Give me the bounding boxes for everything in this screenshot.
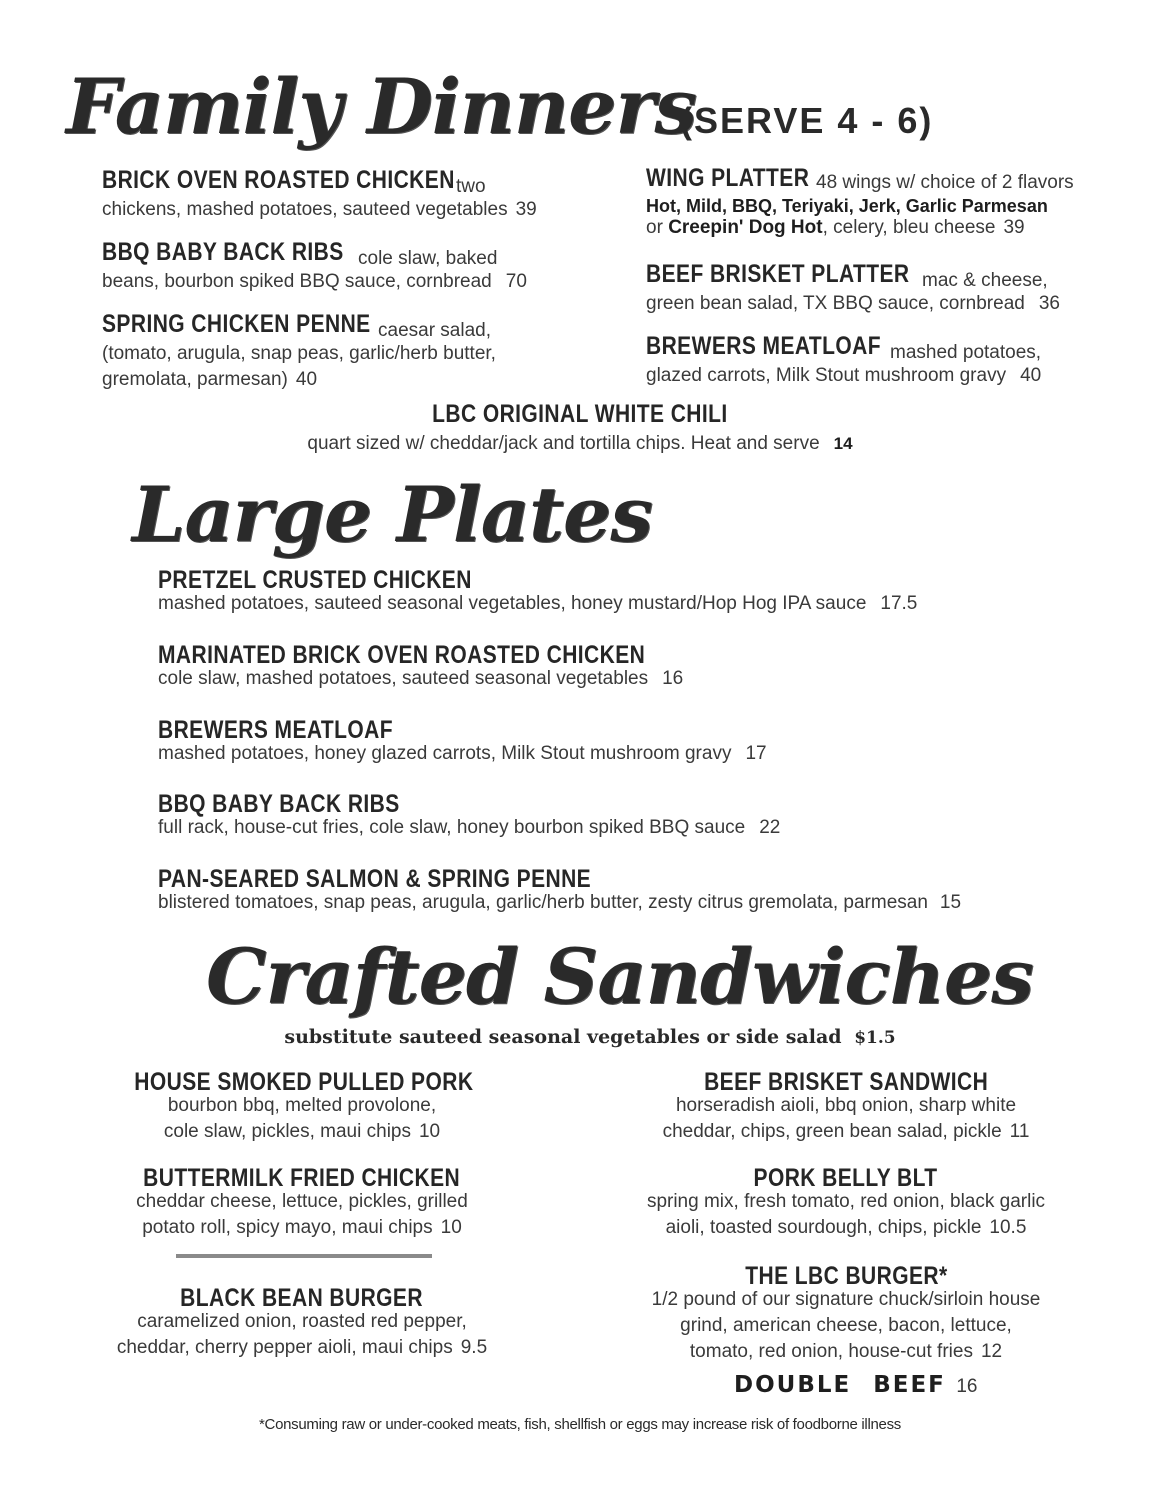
item-desc-2: cheddar, chips, green bean salad, pickle (662, 1121, 1002, 1142)
item-desc: horseradish aioli, bbq onion, sharp white (675, 1095, 1017, 1116)
item-price: 39 (1003, 217, 1025, 238)
item-desc-2: aioli, toasted sourdough, chips, pickle (665, 1217, 982, 1238)
sandwich-item (646, 1068, 1046, 1145)
family-dinners-title: Family Dinners (66, 62, 697, 151)
item-desc: spring mix, fresh tomato, red onion, black garlic (646, 1191, 1046, 1212)
item-inline-desc: two (456, 176, 486, 197)
item-desc: beans, bourbon spiked BBQ sauce, cornbread (102, 271, 492, 292)
item-desc: chickens, mashed potatoes, sauteed vegetables (102, 199, 508, 220)
item-price: 22 (759, 817, 781, 838)
item-desc: quart sized w/ cheddar/jack and tortilla chips. Heat and serve (307, 433, 820, 454)
item-desc-2: cole slaw, pickles, maui chips (163, 1121, 411, 1142)
item-name: BRICK OVEN ROASTED CHICKEN (102, 166, 455, 194)
item-inline-desc: mashed potatoes, (890, 342, 1042, 363)
large-item (158, 641, 738, 692)
chili-item (200, 400, 960, 457)
wing-flavors: Hot, Mild, BBQ, Teriyaki, Jerk, Garlic Parmesan (646, 196, 1048, 216)
item-desc: 1/2 pound of our signature chuck/sirloin house (651, 1289, 1041, 1310)
note-price: $1.5 (854, 1028, 896, 1048)
sandwich-item (646, 1164, 1046, 1241)
item-desc-2: cheddar, cherry pepper aioli, maui chips (116, 1337, 453, 1358)
item-name: LBC ORIGINAL WHITE CHILI (432, 400, 728, 428)
item-name: PRETZEL CRUSTED CHICKEN (158, 566, 472, 594)
item-price: 12 (980, 1341, 1003, 1362)
sandwich-item (102, 1068, 502, 1145)
item-desc: mashed potatoes, sauteed seasonal vegetables, honey mustard/Hop Hog IPA sauce (158, 593, 867, 614)
large-item (158, 566, 917, 617)
item-desc: (tomato, arugula, snap peas, garlic/herb butter, (102, 343, 496, 364)
item-price: 10 (418, 1121, 441, 1142)
item-price: 9.5 (460, 1337, 488, 1358)
crafted-sandwiches-title: Crafted Sandwiches (206, 932, 1034, 1021)
divider-line (176, 1254, 432, 1258)
large-item (158, 790, 780, 841)
note-text: substitute sauteed seasonal vegetables or side salad (284, 1026, 842, 1048)
item-name: THE LBC BURGER* (744, 1262, 948, 1290)
item-price: 36 (1038, 293, 1060, 314)
or-text: or (646, 217, 663, 238)
item-price: 17 (745, 743, 767, 764)
family-item (102, 238, 527, 295)
sandwich-item (646, 1262, 1046, 1365)
item-desc-3: tomato, red onion, house-cut fries (689, 1341, 973, 1362)
item-desc: , celery, bleu cheese (822, 217, 996, 238)
item-name: BBQ BABY BACK RIBS (158, 790, 400, 818)
item-desc: green bean salad, TX BBQ sauce, cornbread (646, 293, 1025, 314)
item-desc-2: grind, american cheese, bacon, lettuce, (680, 1315, 1012, 1336)
item-name: BLACK BEAN BURGER (180, 1284, 424, 1312)
large-item (158, 865, 961, 916)
item-price: 14 (833, 434, 853, 453)
item-desc: caramelized onion, roasted red pepper, (137, 1311, 467, 1332)
item-name: SPRING CHICKEN PENNE (102, 310, 371, 338)
item-name: BEEF BRISKET PLATTER (646, 260, 910, 288)
item-price: 70 (505, 271, 527, 292)
family-item (102, 310, 496, 393)
item-desc: cheddar cheese, lettuce, pickles, grilled (136, 1191, 468, 1212)
item-inline-desc: mac & cheese, (922, 270, 1048, 291)
large-item (158, 716, 767, 767)
family-item (646, 164, 1074, 239)
item-name: BREWERS MEATLOAF (646, 332, 881, 360)
item-price: 10 (440, 1217, 462, 1238)
item-desc: bourbon bbq, melted provolone, (167, 1095, 437, 1116)
family-item (646, 260, 1060, 317)
family-serve-note: (SERVE 4 - 6) (680, 100, 934, 141)
item-name: BEEF BRISKET SANDWICH (703, 1068, 989, 1096)
creepin-dog-hot: Creepin' Dog Hot (668, 217, 823, 238)
item-price: 40 (295, 369, 318, 390)
item-name: HOUSE SMOKED PULLED PORK (134, 1068, 474, 1096)
sandwich-substitute-note (260, 1026, 920, 1048)
item-name: PAN-SEARED SALMON & SPRING PENNE (158, 865, 592, 893)
item-price: 16 (662, 668, 684, 689)
double-beef-label: DOUBLE BEEF (734, 1372, 946, 1398)
family-item (102, 166, 537, 223)
item-desc-2: gremolata, parmesan) (102, 369, 288, 390)
item-desc: full rack, house-cut fries, cole slaw, honey bourbon spiked BBQ sauce (158, 817, 746, 838)
item-desc: mashed potatoes, honey glazed carrots, Milk Stout mushroom gravy (158, 743, 732, 764)
item-inline-desc: 48 wings w/ choice of 2 flavors (816, 172, 1074, 193)
large-plates-title: Large Plates (132, 470, 653, 559)
item-price: 10.5 (989, 1217, 1027, 1238)
sandwich-item (102, 1164, 502, 1241)
item-name: BBQ BABY BACK RIBS (102, 238, 344, 266)
item-name: BUTTERMILK FRIED CHICKEN (143, 1164, 461, 1192)
item-price: 40 (1020, 365, 1042, 386)
item-name: MARINATED BRICK OVEN ROASTED CHICKEN (158, 641, 646, 669)
item-price: 17.5 (880, 593, 918, 614)
item-desc-2: potato roll, spicy mayo, maui chips (142, 1217, 433, 1238)
item-inline-desc: cole slaw, baked (358, 248, 498, 269)
family-item (646, 332, 1041, 389)
item-desc: blistered tomatoes, snap peas, arugula, garlic/herb butter, zesty citrus gremolata, parmesan (158, 892, 928, 913)
item-name: PORK BELLY BLT (753, 1164, 939, 1192)
item-desc: cole slaw, mashed potatoes, sauteed seasonal vegetables (158, 668, 649, 689)
item-price: 39 (515, 199, 537, 220)
sandwich-item (102, 1284, 502, 1361)
item-price: 11 (1009, 1121, 1030, 1142)
double-beef-option (734, 1372, 977, 1398)
item-inline-desc: caesar salad, (378, 320, 492, 341)
foodborne-illness-footnote: *Consuming raw or under-cooked meats, fish, shellfish or eggs may increase risk of foodborne illness (259, 1416, 901, 1433)
item-price: 15 (939, 892, 962, 913)
item-name: BREWERS MEATLOAF (158, 716, 393, 744)
item-name: WING PLATTER (646, 164, 810, 192)
item-desc: glazed carrots, Milk Stout mushroom gravy (646, 365, 1007, 386)
double-beef-price: 16 (956, 1376, 978, 1397)
